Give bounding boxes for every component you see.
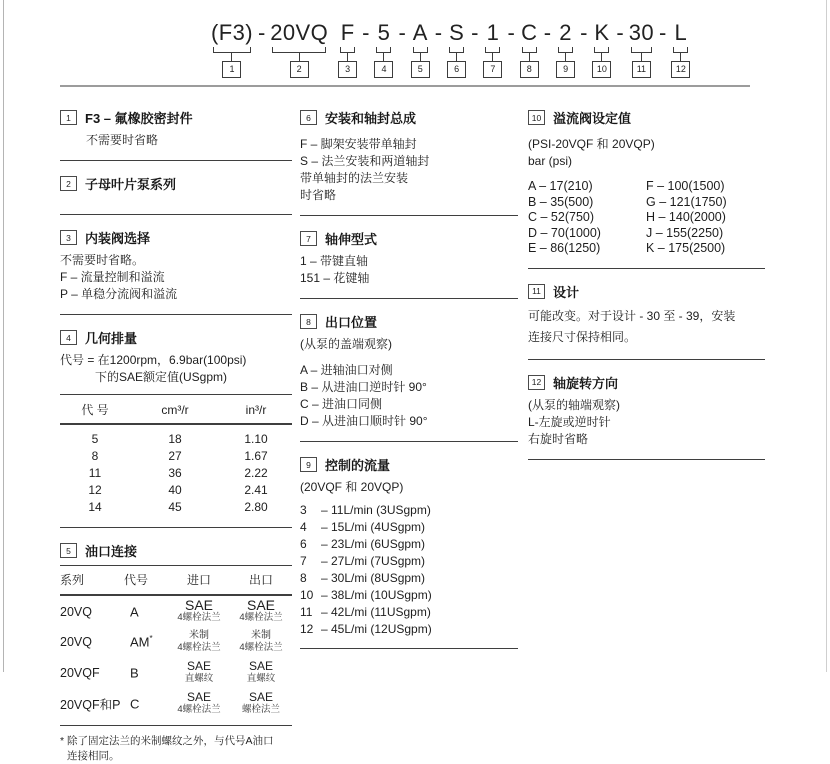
section-9-subtitle: (20VQF 和 20VQP)	[300, 480, 404, 494]
table-row	[60, 465, 292, 482]
code-dash: -	[257, 20, 266, 45]
cell-in3r: 1.10	[244, 432, 268, 446]
list-item	[300, 587, 518, 604]
section-8-number: 8	[300, 314, 317, 329]
relief-setting-list	[528, 179, 765, 257]
section-4-number: 4	[60, 330, 77, 345]
list-item: J – 155(2250)	[646, 225, 724, 240]
list-item: K – 175(2500)	[646, 241, 726, 255]
section-8-option-c: C – 进油口同侧	[300, 397, 383, 411]
section-3-number: 3	[60, 230, 77, 245]
bracket-stem	[492, 53, 493, 61]
section-7-option-151: 151 – 花键轴	[300, 271, 370, 285]
cell-outlet	[230, 657, 292, 688]
list-item	[300, 570, 518, 587]
cell-in3r: 1.67	[244, 449, 268, 463]
cell-code	[124, 627, 168, 657]
inlet-line1: SAE	[186, 690, 211, 704]
column-3	[528, 108, 765, 473]
outlet-line2: 螺栓法兰	[241, 704, 280, 715]
model-code-row	[211, 20, 690, 78]
port-header-series: 系列	[60, 566, 124, 596]
table-row	[60, 627, 292, 657]
section-11-text-line2: 连接尺寸保持相同。	[528, 329, 637, 344]
cell-code	[124, 688, 168, 719]
list-item	[300, 621, 518, 638]
section-2-series	[60, 174, 292, 215]
section-12-title: 轴旋转方向	[553, 375, 619, 391]
code-segment-2	[270, 20, 328, 78]
section-8-title: 出口位置	[325, 315, 378, 330]
flow-value: – 27L/mi (7USgpm)	[321, 554, 426, 568]
cell-code: 5	[91, 432, 99, 446]
flow-value: – 15L/mi (4USgpm)	[321, 520, 426, 534]
section-12-subtitle: (从泵的轴端观察)	[528, 397, 620, 412]
code-segment-9-text: 2	[559, 20, 572, 45]
cell-series: 20VQ	[60, 604, 92, 619]
code-segment-9	[556, 20, 575, 78]
list-item	[300, 536, 518, 553]
section-11-text-line1: 可能改变。对于设计 - 30 至 - 39，安装	[528, 308, 736, 323]
code-text: A	[130, 604, 139, 620]
list-item	[300, 519, 518, 536]
bracket-stem	[299, 53, 300, 61]
section-5-header	[60, 541, 292, 560]
flow-value: – 11L/min (3USgpm)	[321, 503, 431, 517]
cell-inlet	[168, 627, 230, 657]
bracket-stem	[456, 53, 457, 61]
section-11-title: 设计	[553, 284, 580, 300]
code-segment-11	[629, 20, 654, 78]
code-segment-11-text: 30	[628, 20, 655, 45]
section-6-option-f: F – 脚架安装带单轴封	[300, 137, 417, 151]
cell-outlet	[230, 595, 292, 627]
bracket-stem	[680, 53, 681, 61]
relief-right-column	[646, 179, 727, 257]
cell-code: 14	[88, 500, 102, 514]
code-text: AM	[130, 634, 150, 650]
cell-cm3r: 36	[168, 466, 182, 480]
list-item: D – 70(1000)	[528, 225, 601, 240]
section-3-option-f: F – 流量控制和溢流	[60, 270, 165, 284]
code-segment-6-text: S	[449, 20, 465, 45]
code-text: B	[130, 665, 139, 681]
list-item	[300, 553, 518, 570]
inlet-line1: SAE	[186, 659, 211, 673]
port-table-footnote	[60, 725, 292, 764]
section-4-displacement	[60, 328, 292, 528]
cell-cm3r: 45	[168, 500, 182, 514]
flow-value: – 42L/mi (11USgpm)	[321, 605, 431, 619]
section-11-number: 11	[528, 284, 545, 299]
code-box-11: 11	[632, 61, 651, 78]
section-8-header	[300, 312, 518, 331]
code-segment-7	[483, 20, 502, 78]
code-dash: -	[543, 20, 552, 45]
section-7-option-1: 1 – 带键直轴	[300, 254, 369, 268]
cell-in3r: 2.41	[244, 483, 268, 497]
inlet-line2: 直螺纹	[184, 673, 214, 684]
page-left-border	[3, 0, 4, 672]
code-segment-5-text: A	[412, 20, 428, 45]
code-segment-8	[520, 20, 539, 78]
inlet-line1: 米制	[189, 630, 209, 641]
cell-inlet	[168, 595, 230, 627]
section-2-title: 子母叶片泵系列	[85, 177, 177, 192]
section-11-design	[528, 282, 765, 360]
section-4-title: 几何排量	[85, 331, 138, 346]
footnote-line1: * 除了固定法兰的米制螺纹之外，与代号A油口	[60, 735, 274, 747]
section-10-number: 10	[528, 110, 545, 125]
port-connection-table	[60, 565, 292, 719]
bracket-stem	[231, 53, 232, 61]
flow-code: 4	[300, 520, 307, 534]
code-box-2: 2	[290, 61, 309, 78]
code-segment-6	[447, 20, 466, 78]
flow-code: 12	[300, 622, 314, 636]
column-1	[60, 108, 292, 764]
section-10-subtitle2: bar (psi)	[528, 154, 573, 168]
code-box-7: 7	[483, 61, 502, 78]
port-table-header-row	[60, 566, 292, 596]
section-8-subtitle: (从泵的盖端观察)	[300, 337, 392, 351]
cell-inlet	[168, 688, 230, 719]
section-3-note: 不需要时省略。	[60, 253, 145, 267]
section-2-header	[60, 174, 292, 193]
section-4-header	[60, 328, 292, 347]
cell-code	[124, 595, 168, 627]
column-2	[300, 108, 518, 660]
cell-series: 20VQF	[60, 665, 100, 680]
flow-code: 3	[300, 503, 307, 517]
flow-code: 11	[300, 605, 313, 619]
flow-value: – 38L/mi (10USgpm)	[321, 588, 432, 602]
section-6-title: 安装和轴封总成	[325, 111, 417, 126]
table-row	[60, 499, 292, 516]
cell-cm3r: 40	[168, 483, 182, 497]
section-10-title: 溢流阀设定值	[553, 111, 632, 126]
flow-code: 8	[300, 571, 307, 585]
table-row	[60, 424, 292, 448]
section-1-seals	[60, 108, 292, 161]
flow-value: – 23L/mi (6USgpm)	[321, 537, 426, 551]
section-7-number: 7	[300, 231, 317, 246]
section-4-desc-line2: 下的SAE额定值(USgpm)	[95, 370, 228, 384]
flow-code: 6	[300, 537, 307, 551]
code-segment-10-text: K	[594, 20, 610, 45]
code-segment-8-text: C	[521, 20, 538, 45]
flow-value: – 30L/mi (8USgpm)	[321, 571, 426, 585]
list-item: E – 86(1250)	[528, 241, 601, 255]
section-12-rotation	[528, 373, 765, 460]
code-dash: -	[580, 20, 588, 45]
section-5-title: 油口连接	[85, 544, 138, 559]
code-segment-7-text: 1	[486, 20, 500, 45]
code-segment-1	[211, 20, 253, 78]
section-12-number: 12	[528, 375, 545, 390]
code-dash: -	[659, 20, 667, 45]
header-divider	[60, 85, 750, 87]
section-4-desc-line1: 代号 = 在1200rpm，6.9bar(100psi)	[60, 353, 247, 367]
section-7-shaft-type	[300, 229, 518, 299]
bracket-stem	[565, 53, 566, 61]
section-7-title: 轴伸型式	[325, 232, 378, 247]
table-row	[60, 482, 292, 499]
code-segment-4-text: 5	[377, 20, 391, 45]
code-dash: -	[507, 20, 515, 45]
section-3-header	[60, 228, 292, 247]
cell-outlet	[230, 688, 292, 719]
code-segment-5	[411, 20, 430, 78]
port-header-outlet: 出口	[230, 566, 292, 596]
code-box-9: 9	[556, 61, 575, 78]
code-box-4: 4	[374, 61, 393, 78]
code-dash: -	[398, 20, 406, 45]
section-1-number: 1	[60, 110, 77, 125]
code-segment-2-text: 20VQ	[270, 20, 329, 45]
code-star: *	[149, 634, 153, 644]
relief-left-column	[528, 179, 646, 257]
table-row	[60, 595, 292, 627]
section-3-title: 内装阀选择	[85, 231, 151, 246]
section-2-number: 2	[60, 176, 77, 191]
port-header-inlet: 进口	[168, 566, 230, 596]
cell-code: 12	[88, 483, 102, 497]
list-item	[300, 604, 518, 621]
cell-cm3r: 18	[168, 432, 182, 446]
cell-code	[124, 657, 168, 688]
code-segment-1-text: (F3)	[211, 20, 253, 45]
table-row	[60, 657, 292, 688]
list-item	[300, 502, 518, 519]
code-box-8: 8	[520, 61, 539, 78]
section-6-note-line2: 时省略	[300, 188, 337, 202]
outlet-line2: 直螺纹	[246, 673, 276, 684]
cell-series: 20VQF和P	[60, 697, 121, 712]
outlet-line2: 4螺栓法兰	[239, 642, 283, 653]
model-code-diagram	[211, 20, 690, 78]
cell-inlet	[168, 657, 230, 688]
section-10-header	[528, 108, 765, 127]
code-dash: -	[616, 20, 624, 45]
port-header-code: 代号	[124, 566, 168, 596]
code-box-3: 3	[338, 61, 357, 78]
table-row	[60, 448, 292, 465]
list-item: F – 100(1500)	[646, 179, 725, 193]
code-dash: -	[362, 20, 370, 45]
outlet-line1: SAE	[248, 659, 273, 673]
bracket-stem	[601, 53, 602, 61]
bracket-stem	[529, 53, 530, 61]
displacement-table-header-row	[60, 395, 292, 425]
bracket-stem	[383, 53, 384, 61]
outlet-line1: SAE	[248, 690, 273, 704]
section-8-option-d: D – 从进油口顺时针 90°	[300, 414, 428, 428]
code-segment-12-text: L	[674, 20, 688, 45]
code-segment-12	[671, 20, 690, 78]
section-8-option-b: B – 从进油口逆时针 90°	[300, 380, 427, 394]
displacement-table	[60, 394, 292, 516]
code-box-1: 1	[222, 61, 241, 78]
section-6-option-s: S – 法兰安装和两道轴封	[300, 154, 430, 168]
flow-code: 10	[300, 588, 314, 602]
code-box-10: 10	[592, 61, 611, 78]
section-5-number: 5	[60, 543, 77, 558]
inlet-line2: 4螺栓法兰	[177, 612, 221, 623]
section-12-note: 右旋时省略	[528, 431, 589, 446]
displacement-header-cm3r: cm³/r	[130, 395, 220, 425]
code-box-6: 6	[447, 61, 466, 78]
outlet-line1: SAE	[246, 597, 275, 613]
bracket-stem	[420, 53, 421, 61]
section-10-relief-setting	[528, 108, 765, 269]
flow-list	[300, 502, 518, 649]
section-6-number: 6	[300, 110, 317, 125]
cell-code: 8	[91, 449, 99, 463]
code-text: C	[130, 696, 140, 712]
section-3-option-p: P – 单稳分流阀和溢流	[60, 287, 178, 301]
code-segment-3	[338, 20, 357, 78]
section-3-valve-option	[60, 228, 292, 315]
footnote-line2: 连接相同。	[67, 750, 120, 762]
outlet-line1: 米制	[251, 630, 271, 641]
section-10-subtitle1: (PSI-20VQF 和 20VQP)	[528, 137, 655, 151]
flow-value: – 45L/mi (12USgpm)	[321, 622, 432, 636]
code-box-12: 12	[671, 61, 690, 78]
section-6-mounting-seal	[300, 108, 518, 216]
displacement-header-in3r: in³/r	[220, 395, 292, 425]
section-8-option-a: A – 进轴油口对侧	[300, 363, 393, 377]
table-row	[60, 688, 292, 719]
code-box-5: 5	[411, 61, 430, 78]
section-9-number: 9	[300, 457, 317, 472]
section-11-header	[528, 282, 765, 301]
section-6-note-line1: 带单轴封的法兰安装	[300, 171, 409, 185]
list-item: C – 52(750)	[528, 210, 595, 224]
bracket-stem	[641, 53, 642, 61]
outlet-line2: 4螺栓法兰	[239, 612, 283, 623]
section-8-outlet-position	[300, 312, 518, 442]
code-dash: -	[434, 20, 443, 45]
flow-code: 7	[300, 554, 307, 568]
section-12-option-l: L-左旋或逆时针	[528, 414, 611, 429]
section-1-title: F3 – 氟橡胶密封件	[85, 111, 193, 126]
cell-code: 11	[88, 466, 102, 480]
section-9-controlled-flow	[300, 455, 518, 660]
section-5-port-connections	[60, 541, 292, 764]
section-12-header	[528, 373, 765, 392]
cell-in3r: 2.22	[244, 466, 268, 480]
page-right-border	[826, 0, 827, 672]
cell-cm3r: 27	[168, 449, 182, 463]
cell-series: 20VQ	[60, 635, 92, 649]
inlet-line2: 4螺栓法兰	[177, 642, 221, 653]
code-segment-10	[592, 20, 611, 78]
list-item: A – 17(210)	[528, 179, 593, 193]
displacement-header-code: 代 号	[60, 395, 130, 425]
section-9-header	[300, 455, 518, 474]
section-7-header	[300, 229, 518, 248]
cell-outlet	[230, 627, 292, 657]
section-1-header	[60, 108, 292, 127]
bracket-stem	[347, 53, 348, 61]
code-dash: -	[471, 20, 479, 45]
code-segment-3-text: F	[340, 20, 355, 45]
section-6-header	[300, 108, 518, 127]
list-item: G – 121(1750)	[646, 194, 727, 209]
code-segment-4	[374, 20, 393, 78]
inlet-line2: 4螺栓法兰	[177, 704, 221, 715]
list-item: H – 140(2000)	[646, 210, 726, 224]
cell-in3r: 2.80	[244, 500, 268, 514]
inlet-line1: SAE	[184, 597, 213, 613]
list-item: B – 35(500)	[528, 194, 594, 209]
section-1-note: 不需要时省略	[86, 133, 159, 147]
section-9-title: 控制的流量	[325, 458, 391, 473]
